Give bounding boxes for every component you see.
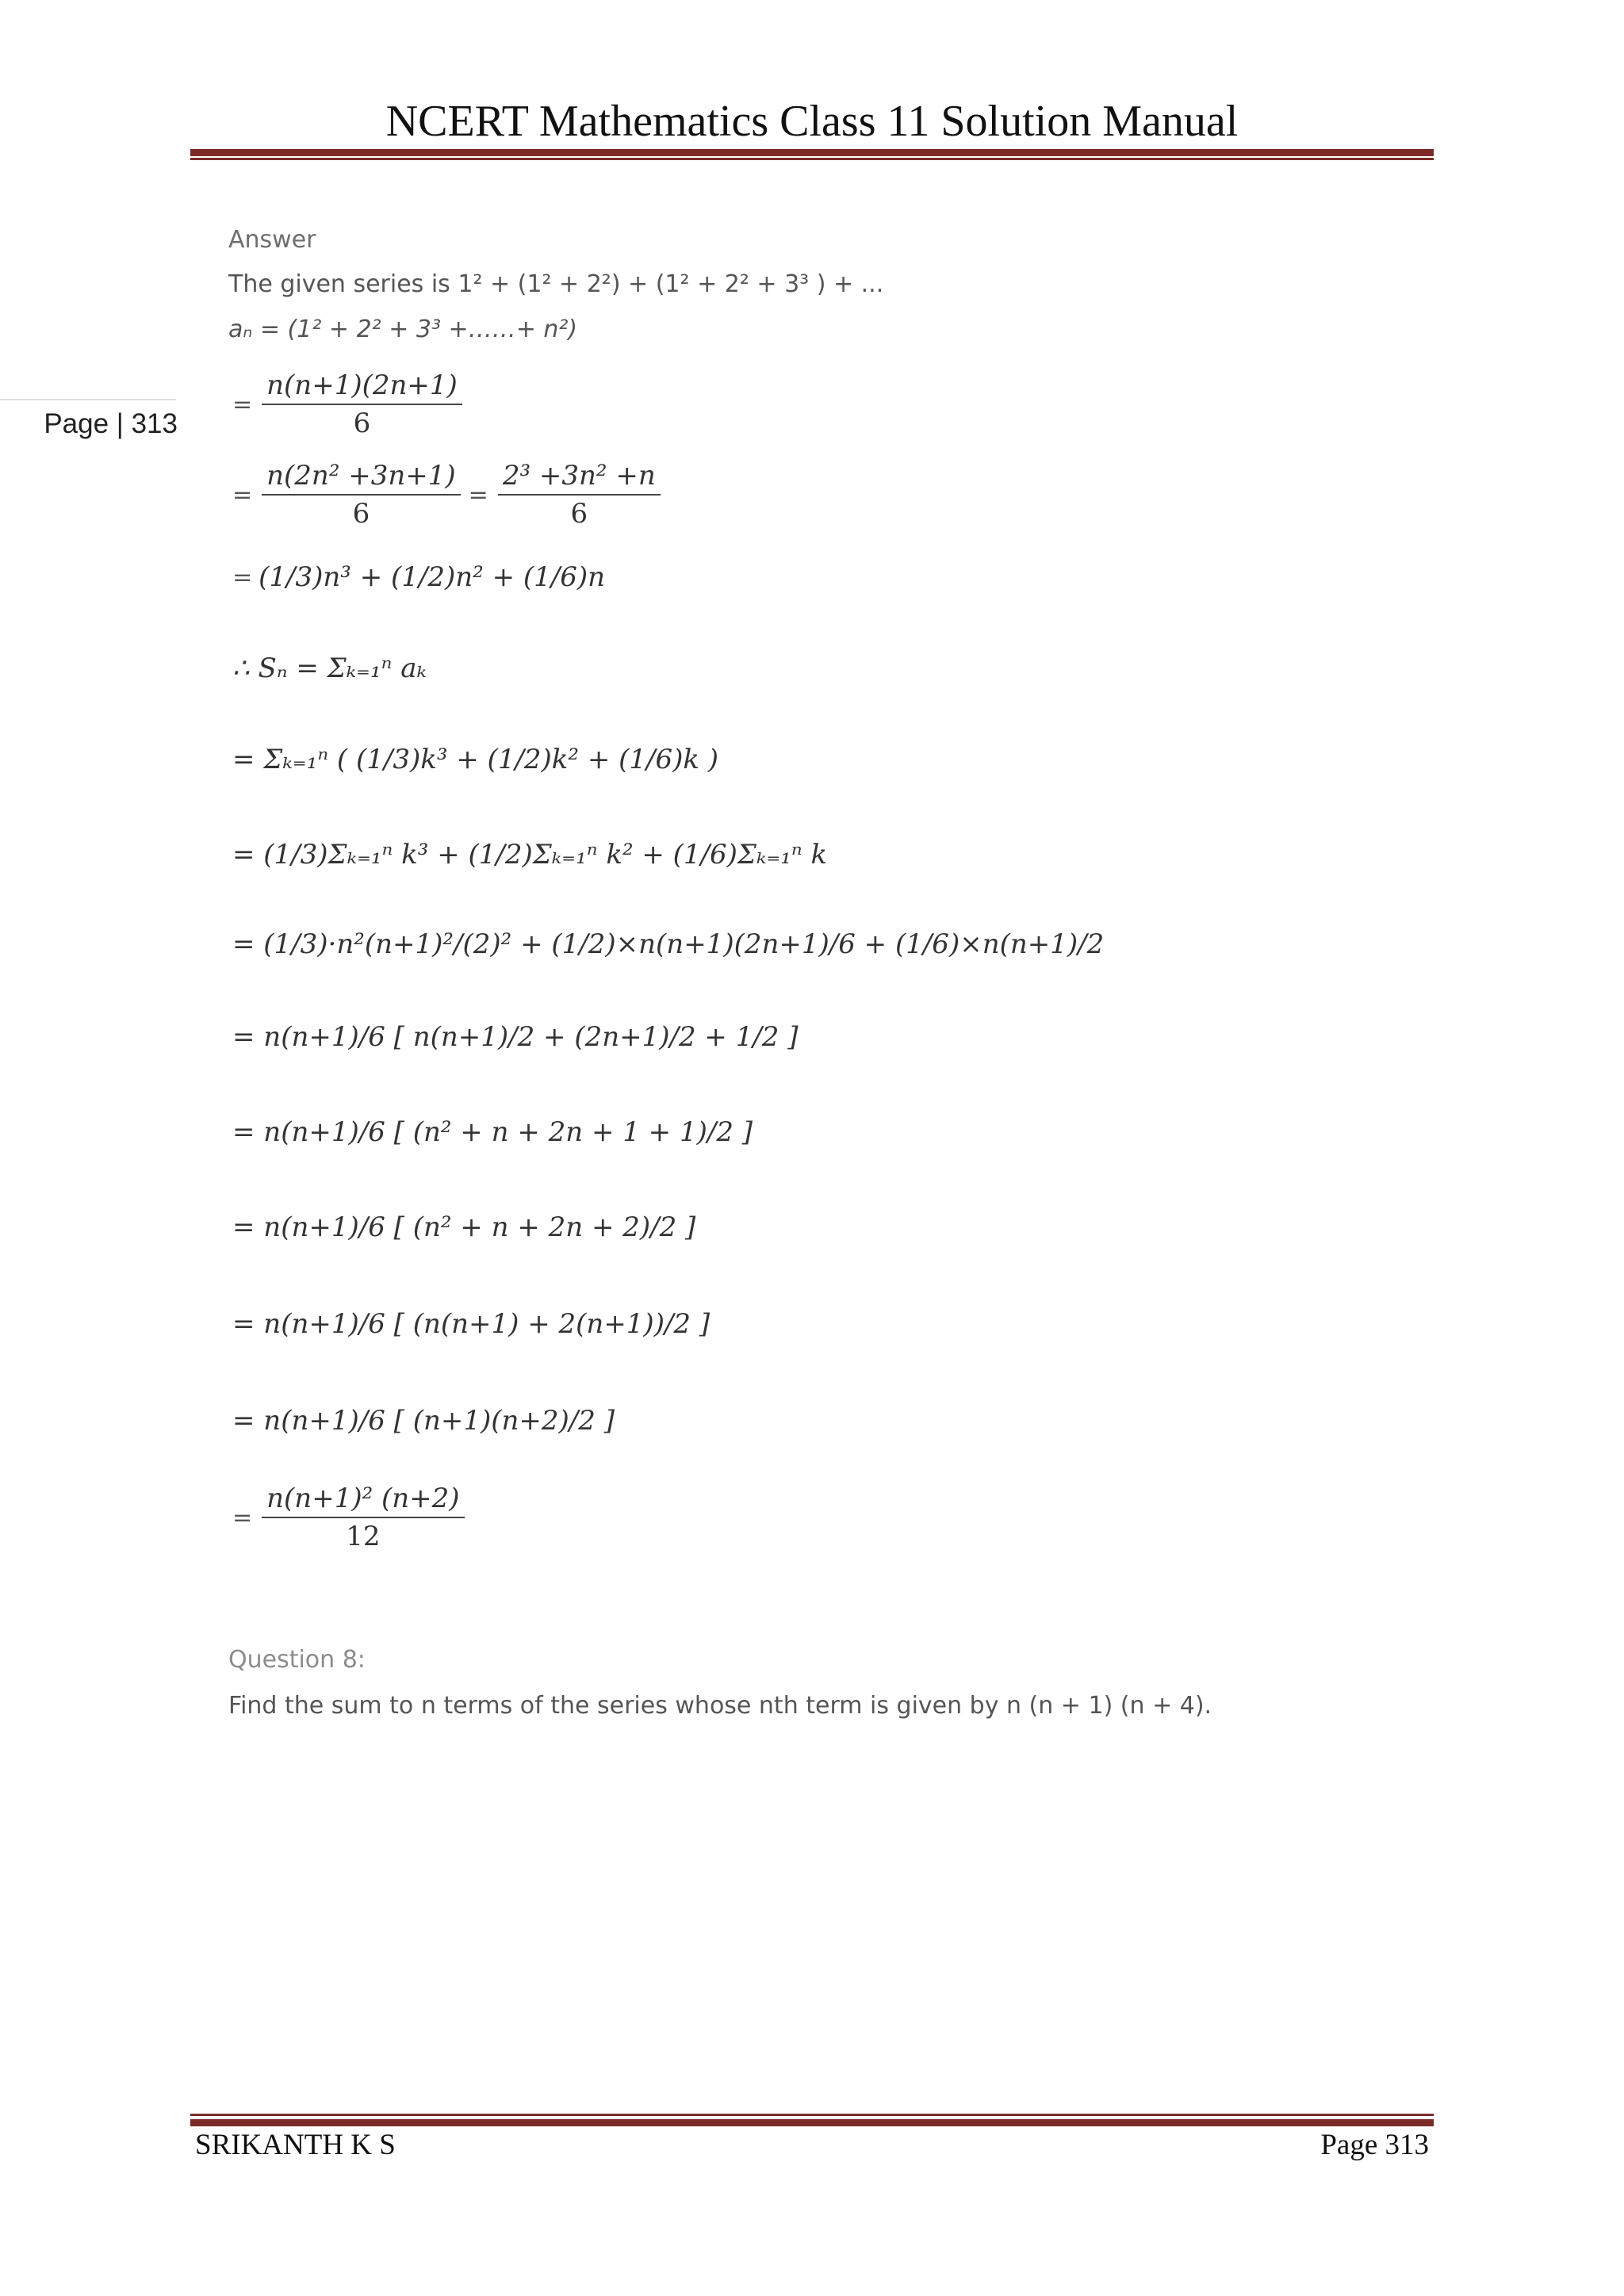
footer-page-number: Page 313 bbox=[1320, 2129, 1429, 2161]
series-intro-text: The given series is 1² + (1² + 2²) + (1² + 2² + 3³ ) + ... bbox=[228, 270, 884, 298]
math-step-2: = $\frac{\text{n(2n² +3n+1)}}{6}$ = $\frac{\text{2³ +3n² +n}}{6}$ bbox=[232, 460, 664, 530]
fraction: $\frac{\text{n(n+1)² (n+2)}}{12}$ bbox=[262, 1483, 464, 1552]
math-step-8: = n(n+1)/6 [ n(n+1)/2 + (2n+1)/2 + 1/2 ] bbox=[232, 1021, 799, 1053]
math-step-5: = Σₖ₌₁ⁿ ( (1/3)k³ + (1/2)k² + (1/6)k ) bbox=[232, 744, 719, 775]
header-rule-thin bbox=[190, 158, 1434, 160]
fraction: $\frac{n(n+1)(2n+1)}{6}$ bbox=[262, 369, 462, 439]
footer-author: SRIKANTH K S bbox=[195, 2129, 396, 2161]
math-step-13: = $\frac{\text{n(n+1)² (n+2)}}{12}$ bbox=[232, 1483, 468, 1552]
math-step-4: ∴ Sₙ = Σₖ₌₁ⁿ aₖ bbox=[232, 652, 427, 684]
series-intro bbox=[228, 270, 883, 298]
header-rule-thick bbox=[190, 149, 1434, 156]
footer-rule-thick bbox=[190, 2119, 1434, 2126]
math-step-7: = (1/3)·n²(n+1)²/(2)² + (1/2)×n(n+1)(2n+1)/6 + (1/6)×n(n+1)/2 bbox=[232, 928, 1105, 960]
footer-rule-thin bbox=[190, 2114, 1434, 2116]
math-step-10: = n(n+1)/6 [ (n² + n + 2n + 2)/2 ] bbox=[232, 1211, 696, 1243]
an-definition-text: aₙ = (1² + 2² + 3³ +……+ n²) bbox=[228, 316, 578, 343]
question-text: Find the sum to n terms of the series whose nth term is given by n (n + 1) (n + 4). bbox=[228, 1692, 1212, 1720]
fraction: $\frac{\text{2³ +3n² +n}}{6}$ bbox=[498, 460, 661, 530]
fraction: $\frac{\text{n(2n² +3n+1)}}{6}$ bbox=[262, 460, 461, 530]
math-step-11: = n(n+1)/6 [ (n(n+1) + 2(n+1))/2 ] bbox=[232, 1308, 710, 1340]
math-step-3: = (1/3)n³ + (1/2)n² + (1/6)n bbox=[232, 561, 606, 593]
margin-page-tag: Page | 313 bbox=[44, 408, 178, 439]
margin-divider bbox=[0, 399, 176, 400]
math-step-12: = n(n+1)/6 [ (n+1)(n+2)/2 ] bbox=[232, 1405, 615, 1437]
math-step-6: = (1/3)Σₖ₌₁ⁿ k³ + (1/2)Σₖ₌₁ⁿ k² + (1/6)Σₖ₌₁ⁿ k bbox=[232, 839, 828, 871]
question-heading: Question 8: bbox=[228, 1646, 366, 1674]
an-definition bbox=[228, 316, 577, 343]
solution-content bbox=[226, 220, 1455, 1806]
answer-heading: Answer bbox=[228, 226, 316, 254]
math-step-9: = n(n+1)/6 [ (n² + n + 2n + 1 + 1)/2 ] bbox=[232, 1116, 753, 1148]
page-header-title: NCERT Mathematics Class 11 Solution Manual bbox=[385, 97, 1239, 146]
math-step-1: = $\frac{n(n+1)(2n+1)}{6}$ bbox=[232, 369, 465, 439]
